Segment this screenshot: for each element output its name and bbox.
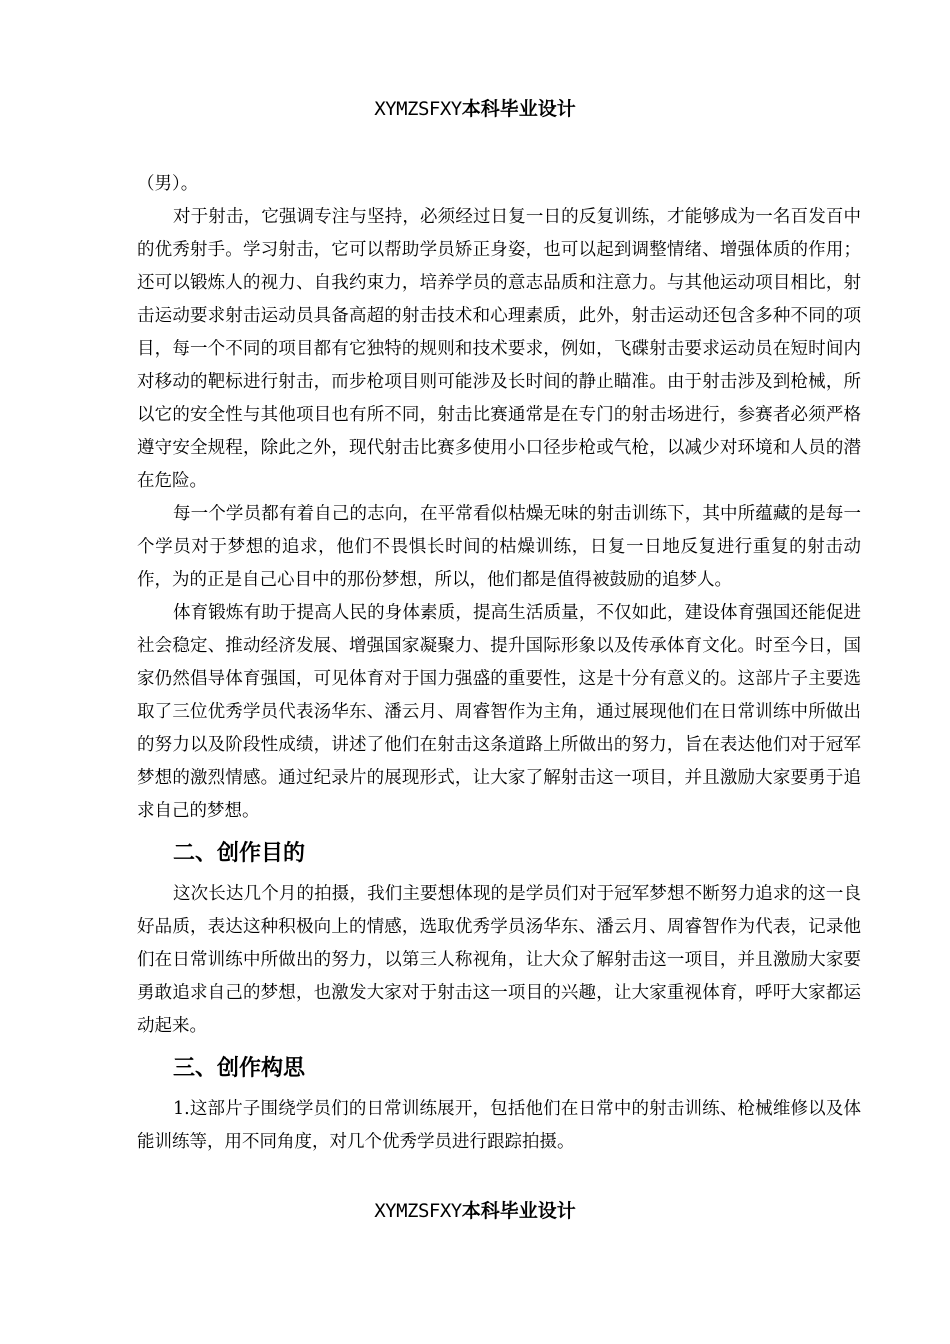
page-footer [0, 1198, 950, 1224]
paragraph-shooting-intro: 对于射击，它强调专注与坚持，必须经过日复一日的反复训练，才能够成为一名百发百中的优秀射手。学习射击，它可以帮助学员矫正身姿，也可以起到调整情绪、增强体质的作用；还可以锻炼人的视力、自我约束力，培养学员的意志品质和注意力。与其他运动项目相比，射击运动要求射击运动员具备高超的射击技术和心理素质，此外，射击运动还包含多种不同的项目，每一个不同的项目都有它独特的规则和技术要求，例如，飞碟射击要求运动员在短时间内对移动的靶标进行射击，而步枪项目则可能涉及长时间的静止瞄准。由于射击涉及到枪械，所以它的安全性与其他项目也有所不同，射击比赛通常是在专门的射击场进行，参赛者必须严格遵守安全规程，除此之外，现代射击比赛多使用小口径步枪或气枪，以减少对环境和人员的潜在危险。 [137, 207, 861, 491]
page-header [0, 96, 950, 122]
header-title: 本科毕业设计 [461, 98, 576, 120]
section-heading-purpose: 二、创作目的 [173, 841, 306, 866]
header-code: XYMZSFXY [374, 98, 462, 120]
footer-title: 本科毕业设计 [461, 1200, 576, 1222]
paragraph-continuation: （男）。 [137, 174, 199, 194]
paragraph-purpose: 这次长达几个月的拍摄，我们主要想体现的是学员们对于冠军梦想不断努力追求的这一良好品质，表达这种积极向上的情感，选取优秀学员汤华东、潘云月、周睿智作为代表，记录他们在日常训练中所做出的努力，以第三人称视角，让大众了解射击这一项目，并且激励大家要勇敢追求自己的梦想，也激发大家对于射击这一项目的兴趣，让大家重视体育，呼吁大家都运动起来。 [137, 884, 861, 1036]
paragraph-trainee-dreams: 每一个学员都有着自己的志向，在平常看似枯燥无味的射击训练下，其中所蕴藏的是每一个学员对于梦想的追求，他们不畏惧长时间的枯燥训练，日复一日地反复进行重复的射击动作，为的正是自己心目中的那份梦想，所以，他们都是值得被鼓励的追梦人。 [137, 504, 861, 590]
footer-code: XYMZSFXY [374, 1200, 462, 1222]
paragraph-sports-significance: 体育锻炼有助于提高人民的身体素质，提高生活质量，不仅如此，建设体育强国还能促进社会稳定、推动经济发展、增强国家凝聚力、提升国际形象以及传承体育文化。时至今日，国家仍然倡导体育强国，可见体育对于国力强盛的重要性，这是十分有意义的。这部片子主要选取了三位优秀学员代表汤华东、潘云月、周睿智作为主角，通过展现他们在日常训练中所做出的努力以及阶段性成绩，讲述了他们在射击这条道路上所做出的努力，旨在表达他们对于冠军梦想的激烈情感。通过纪录片的展现形式，让大家了解射击这一项目，并且激励大家要勇于追求自己的梦想。 [137, 603, 861, 821]
paragraph-concept-item-1: 1.这部片子围绕学员们的日常训练展开，包括他们在日常中的射击训练、枪械维修以及体能训练等，用不同角度，对几个优秀学员进行跟踪拍摄。 [137, 1099, 861, 1152]
section-heading-concept: 三、创作构思 [173, 1056, 306, 1081]
document-body [137, 168, 861, 1159]
